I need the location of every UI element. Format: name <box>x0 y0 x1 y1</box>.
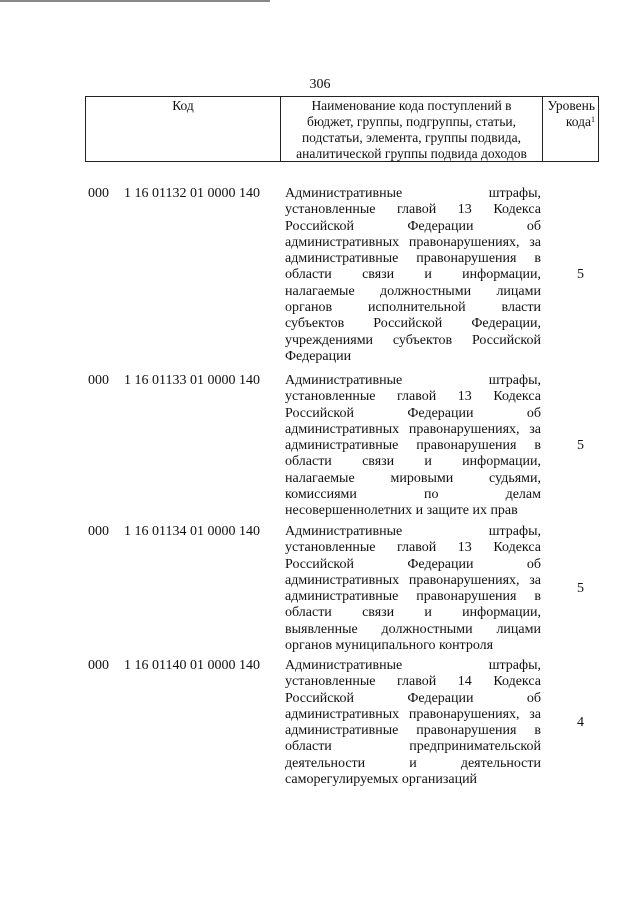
description-word: административных правонарушениях, за <box>285 421 541 437</box>
description-word: Административные <box>285 658 403 673</box>
header-level-line-2 <box>543 114 595 130</box>
description-word: административных правонарушениях, за <box>285 572 541 588</box>
description-word: штрафы, <box>488 524 541 539</box>
description-word: Кодекса <box>493 540 541 556</box>
row-level: 5 <box>577 267 584 282</box>
description-word: учреждениями субъектов Российской <box>285 332 541 348</box>
description-word: Российской <box>285 690 354 706</box>
admin-code: 000 <box>88 186 109 201</box>
description-line <box>285 251 541 267</box>
header-name-label <box>281 97 542 162</box>
row-level: 5 <box>577 438 584 453</box>
description-word: области <box>285 267 332 283</box>
revenue-code: 1 16 01132 01 0000 140 <box>124 186 260 201</box>
row-code <box>88 186 260 202</box>
description-line <box>285 622 541 638</box>
row-level: 5 <box>577 581 584 596</box>
description-word: деятельности <box>460 755 541 771</box>
description-word: информации, <box>462 267 541 283</box>
header-level-cell <box>543 96 599 162</box>
description-word: области <box>285 739 332 755</box>
description-word: субъектов <box>285 316 345 332</box>
description-word: налагаемые <box>285 470 355 486</box>
description-line <box>285 186 541 202</box>
description-word: Российской <box>373 316 443 332</box>
row-level: 4 <box>577 715 584 730</box>
description-word: Российской <box>285 218 354 234</box>
description-word: об <box>526 556 541 572</box>
description-word: области <box>285 605 332 621</box>
description-word: Административные <box>285 186 403 201</box>
description-word: 13 <box>457 202 472 218</box>
description-word: лицами <box>496 283 541 299</box>
description-word: области <box>285 454 332 470</box>
description-line <box>285 267 541 283</box>
description-line <box>285 373 541 389</box>
description-word: 13 <box>457 389 472 405</box>
description-word: связи <box>362 267 395 283</box>
row-code <box>88 658 260 674</box>
row-description <box>285 373 541 520</box>
description-word: исполнительной <box>367 300 466 316</box>
description-word: Административные <box>285 524 403 539</box>
description-line <box>285 573 541 589</box>
description-word: Федерации <box>407 556 474 572</box>
description-word: Кодекса <box>493 674 541 690</box>
description-line <box>285 772 541 788</box>
header-name-line: подстатьи, элемента, группы подвида, <box>301 130 522 145</box>
description-word: административные правонарушения в <box>285 251 541 267</box>
description-line <box>285 524 541 540</box>
description-word: и <box>424 454 432 470</box>
description-word: и <box>424 605 432 621</box>
header-level-label <box>543 97 598 130</box>
description-word: Российской <box>285 405 354 421</box>
description-line <box>285 589 541 605</box>
description-word: установленные <box>285 389 376 405</box>
description-word: 13 <box>457 540 472 556</box>
description-word: власти <box>501 300 541 316</box>
description-word: судьями, <box>489 470 541 486</box>
description-line <box>285 316 541 332</box>
description-line <box>285 674 541 690</box>
description-line <box>285 638 541 654</box>
description-word: должностными <box>381 621 473 637</box>
description-word: и <box>409 755 417 771</box>
admin-code: 000 <box>88 373 109 388</box>
row-description <box>285 524 541 654</box>
description-word: главой <box>397 389 437 405</box>
description-line <box>285 707 541 723</box>
description-word: Федерации <box>407 690 474 706</box>
description-word: об <box>526 690 541 706</box>
description-word: установленные <box>285 202 376 218</box>
admin-code: 000 <box>88 524 109 539</box>
description-word: несовершеннолетних и защите их прав <box>285 503 518 519</box>
description-word: лицами <box>496 621 541 637</box>
description-word: установленные <box>285 674 376 690</box>
description-line <box>285 235 541 251</box>
description-word: административные правонарушения в <box>285 438 541 454</box>
description-line <box>285 605 541 621</box>
description-line <box>285 333 541 349</box>
admin-code: 000 <box>88 658 109 673</box>
description-line <box>285 406 541 422</box>
description-word: Кодекса <box>493 202 541 218</box>
description-line <box>285 300 541 316</box>
description-word: штрафы, <box>488 658 541 673</box>
description-line <box>285 202 541 218</box>
description-word: Федерации <box>407 218 474 234</box>
header-code-cell <box>85 96 281 162</box>
description-word: об <box>526 405 541 421</box>
description-word: главой <box>397 202 437 218</box>
row-description <box>285 658 541 788</box>
row-code <box>88 524 260 540</box>
header-name-line: бюджет, группы, подгруппы, статьи, <box>307 114 516 129</box>
description-line <box>285 438 541 454</box>
header-name-line: аналитической группы подвида доходов <box>296 146 527 161</box>
description-word: Федерации <box>285 348 352 364</box>
description-word: делам <box>505 487 541 503</box>
header-level-line: Уровень <box>547 98 595 113</box>
description-word: Российской <box>285 556 354 572</box>
description-line <box>285 389 541 405</box>
row-description <box>285 186 541 365</box>
revenue-code: 1 16 01140 01 0000 140 <box>124 658 260 673</box>
description-word: 14 <box>457 674 472 690</box>
header-name-cell <box>281 96 543 162</box>
description-word: комиссиями <box>285 487 357 503</box>
description-word: Кодекса <box>493 389 541 405</box>
description-line <box>285 557 541 573</box>
description-word: административных правонарушениях, за <box>285 706 541 722</box>
header-level-word: кода <box>565 114 591 129</box>
description-line <box>285 540 541 556</box>
description-word: предпринимательской <box>409 739 541 755</box>
description-word: налагаемые <box>285 283 355 299</box>
description-word: органов <box>285 300 333 316</box>
description-line <box>285 756 541 772</box>
description-word: штрафы, <box>488 186 541 201</box>
description-line <box>285 422 541 438</box>
description-word: административных правонарушениях, за <box>285 234 541 250</box>
description-word: установленные <box>285 540 376 556</box>
description-line <box>285 219 541 235</box>
revenue-code: 1 16 01133 01 0000 140 <box>124 373 260 388</box>
description-word: связи <box>362 605 395 621</box>
description-line <box>285 691 541 707</box>
footnote-marker: 1 <box>591 115 595 124</box>
description-word: выявленные <box>285 621 358 637</box>
description-word: главой <box>397 674 437 690</box>
description-word: административные правонарушения в <box>285 589 541 605</box>
description-word: информации, <box>462 605 541 621</box>
header-name-line: Наименование кода поступлений в <box>311 98 512 113</box>
description-word: связи <box>362 454 395 470</box>
top-rule <box>0 0 270 2</box>
row-code <box>88 373 260 389</box>
description-word: и <box>424 267 432 283</box>
description-line <box>285 487 541 503</box>
description-word: Административные <box>285 373 403 388</box>
description-line <box>285 723 541 739</box>
description-word: главой <box>397 540 437 556</box>
description-line <box>285 739 541 755</box>
description-word: административные правонарушения в <box>285 723 541 739</box>
description-line <box>285 284 541 300</box>
description-word: должностными <box>380 283 472 299</box>
description-line <box>285 454 541 470</box>
description-word: деятельности <box>285 755 366 771</box>
revenue-code: 1 16 01134 01 0000 140 <box>124 524 260 539</box>
header-code-label: Код <box>172 98 194 113</box>
description-line <box>285 503 541 519</box>
description-word: об <box>526 218 541 234</box>
description-line <box>285 471 541 487</box>
description-word: Федерации <box>407 405 474 421</box>
description-word: саморегулируемых организаций <box>285 772 478 788</box>
description-word: по <box>423 487 439 503</box>
description-line <box>285 658 541 674</box>
description-word: органов муниципального контроля <box>285 638 494 654</box>
description-word: мировыми <box>390 470 454 486</box>
page-number: 306 <box>309 77 331 92</box>
description-word: Федерации, <box>471 316 541 332</box>
description-line <box>285 349 541 365</box>
description-word: штрафы, <box>488 373 541 388</box>
description-word: информации, <box>462 454 541 470</box>
